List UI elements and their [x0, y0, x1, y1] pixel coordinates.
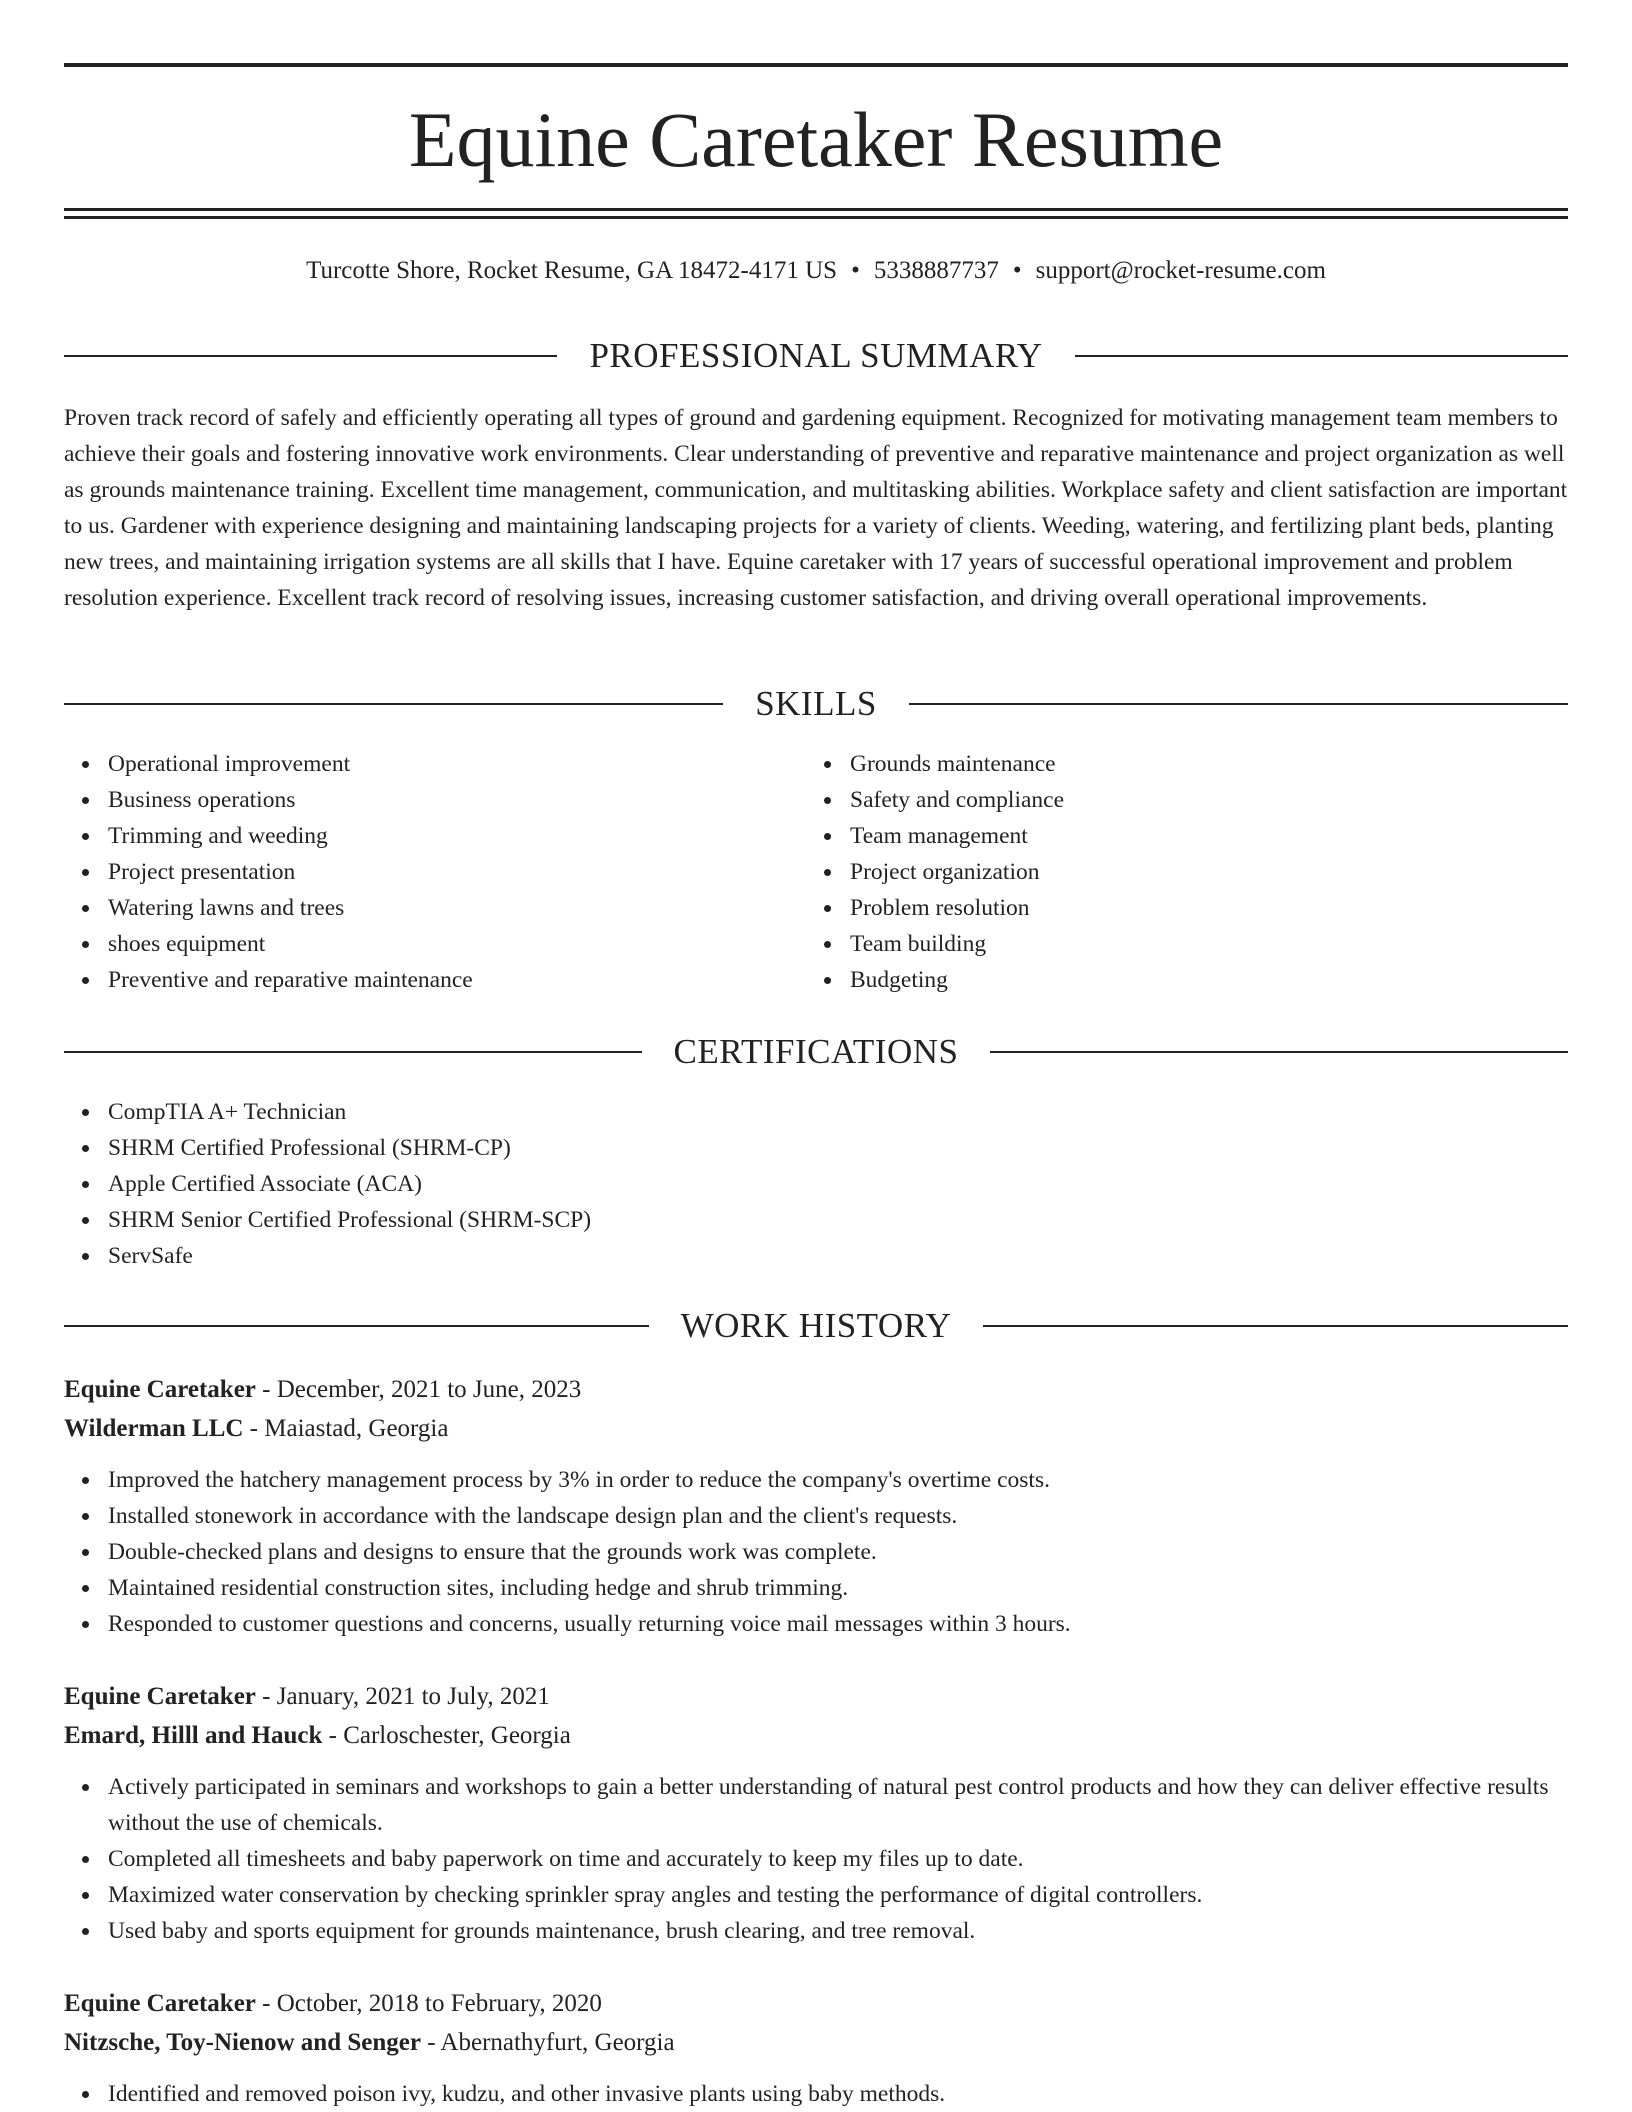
- job-entry: [64, 1677, 1568, 1949]
- contact-phone: 5338887737: [873, 257, 999, 284]
- job-company: Wilderman LLC: [64, 1415, 244, 1442]
- certifications-list: [64, 1094, 591, 1274]
- job-dates: - December, 2021 to June, 2023: [255, 1376, 582, 1403]
- skills-list-left: [64, 746, 473, 998]
- contact-email: support@rocket-resume.com: [1035, 257, 1326, 284]
- title-rule-lower: [64, 216, 1568, 219]
- certification-item: Apple Certified Associate (ACA): [108, 1166, 591, 1202]
- section-rule: [983, 1325, 1568, 1327]
- section-header-skills: [64, 684, 1568, 724]
- certification-item: ServSafe: [108, 1238, 591, 1274]
- skill-item: Budgeting: [850, 962, 1064, 998]
- skill-item: Safety and compliance: [850, 782, 1064, 818]
- certification-item: SHRM Senior Certified Professional (SHRM-SCP): [108, 1202, 591, 1238]
- section-title: PROFESSIONAL SUMMARY: [589, 336, 1043, 375]
- job-company-line: [64, 1716, 1568, 1755]
- job-bullet: Installed stonework in accordance with the landscape design plan and the client's requests.: [108, 1498, 1568, 1534]
- skill-item: Preventive and reparative maintenance: [108, 962, 473, 998]
- job-bullets: [64, 1769, 1568, 1949]
- section-rule: [909, 703, 1568, 705]
- skill-item: Watering lawns and trees: [108, 890, 473, 926]
- skill-item: Team building: [850, 926, 1064, 962]
- job-bullets: [64, 2076, 1568, 2112]
- certification-item: CompTIA A+ Technician: [108, 1094, 591, 1130]
- job-title: Equine Caretaker: [64, 1990, 256, 2017]
- summary-text: Proven track record of safely and efficiently operating all types of ground and gardening equipment. Recognized for motivating management team members to achieve their goals and fostering innovative work environments. Clear understanding of preventive and reparative maintenance and project organization as well as grounds maintenance training. Excellent time management, communication, and multitasking abilities. Workplace safety and client satisfaction are important to us. Gardener with experience designing and maintaining landscaping projects for a variety of clients. Weeding, watering, and fertilizing plant beds, planting new trees, and maintaining irrigation systems are all skills that I have. Equine caretaker with 17 years of successful operational improvement and problem resolution experience. Excellent track record of resolving issues, increasing customer satisfaction, and driving overall operational improvements.: [64, 405, 1568, 611]
- skill-item: Problem resolution: [850, 890, 1064, 926]
- job-location: - Maiastad, Georgia: [243, 1415, 449, 1442]
- section-rule: [64, 355, 557, 357]
- page-title: Equine Caretaker Resume: [408, 96, 1224, 183]
- job-entry: [64, 1984, 1568, 2112]
- contact-address: Turcotte Shore, Rocket Resume, GA 18472-4171 US: [306, 257, 838, 284]
- job-company: Emard, Hilll and Hauck: [64, 1722, 323, 1749]
- skill-item: Grounds maintenance: [850, 746, 1064, 782]
- section-rule: [1075, 355, 1568, 357]
- section-title: CERTIFICATIONS: [673, 1032, 959, 1071]
- skill-item: Operational improvement: [108, 746, 473, 782]
- section-rule: [990, 1051, 1568, 1053]
- job-bullet: Double-checked plans and designs to ensure that the grounds work was complete.: [108, 1534, 1568, 1570]
- section-header-summary: [64, 336, 1568, 376]
- job-entry: [64, 1370, 1568, 1642]
- skill-item: Project presentation: [108, 854, 473, 890]
- section-rule: [64, 703, 723, 705]
- contact-line: [64, 253, 1568, 289]
- section-title: SKILLS: [755, 684, 877, 723]
- job-dates: - January, 2021 to July, 2021: [255, 1683, 550, 1710]
- section-header-certifications: [64, 1032, 1568, 1072]
- job-bullet: Completed all timesheets and baby paperwork on time and accurately to keep my files up to date.: [108, 1841, 1568, 1877]
- job-dates: - October, 2018 to February, 2020: [255, 1990, 602, 2017]
- certification-item: SHRM Certified Professional (SHRM-CP): [108, 1130, 591, 1166]
- job-title-line: [64, 1984, 1568, 2023]
- job-bullet: Used baby and sports equipment for grounds maintenance, brush clearing, and tree removal.: [108, 1913, 1568, 1949]
- job-bullet: Improved the hatchery management process by 3% in order to reduce the company's overtime costs.: [108, 1462, 1568, 1498]
- job-bullets: [64, 1462, 1568, 1642]
- job-bullet: Identified and removed poison ivy, kudzu, and other invasive plants using baby methods.: [108, 2076, 1568, 2112]
- job-title: Equine Caretaker: [64, 1376, 256, 1403]
- title-rule-upper: [64, 208, 1568, 211]
- job-bullet: Maintained residential construction sites, including hedge and shrub trimming.: [108, 1570, 1568, 1606]
- section-rule: [64, 1325, 649, 1327]
- skill-item: Trimming and weeding: [108, 818, 473, 854]
- skill-item: Project organization: [850, 854, 1064, 890]
- contact-separator: •: [1012, 257, 1022, 284]
- job-bullet: Actively participated in seminars and workshops to gain a better understanding of natural pest control products and how they can deliver effective results without the use of chemicals.: [108, 1769, 1568, 1841]
- skill-item: shoes equipment: [108, 926, 473, 962]
- job-company-line: [64, 1409, 1568, 1448]
- job-company: Nitzsche, Toy-Nienow and Senger: [64, 2029, 421, 2056]
- skill-item: Business operations: [108, 782, 473, 818]
- skill-item: Team management: [850, 818, 1064, 854]
- job-bullet: Maximized water conservation by checking sprinkler spray angles and testing the performance of digital controllers.: [108, 1877, 1568, 1913]
- job-bullet: Responded to customer questions and concerns, usually returning voice mail messages within 3 hours.: [108, 1606, 1568, 1642]
- section-title: WORK HISTORY: [680, 1306, 952, 1345]
- contact-separator: •: [851, 257, 860, 284]
- skills-list-right: [806, 746, 1064, 998]
- section-rule: [64, 1051, 642, 1053]
- job-location: - Abernathyfurt, Georgia: [420, 2029, 675, 2056]
- job-title-line: [64, 1370, 1568, 1409]
- job-title-line: [64, 1677, 1568, 1716]
- job-title: Equine Caretaker: [64, 1683, 256, 1710]
- job-location: - Carloschester, Georgia: [322, 1722, 571, 1749]
- section-header-work-history: [64, 1306, 1568, 1346]
- top-rule: [64, 63, 1568, 67]
- job-company-line: [64, 2023, 1568, 2062]
